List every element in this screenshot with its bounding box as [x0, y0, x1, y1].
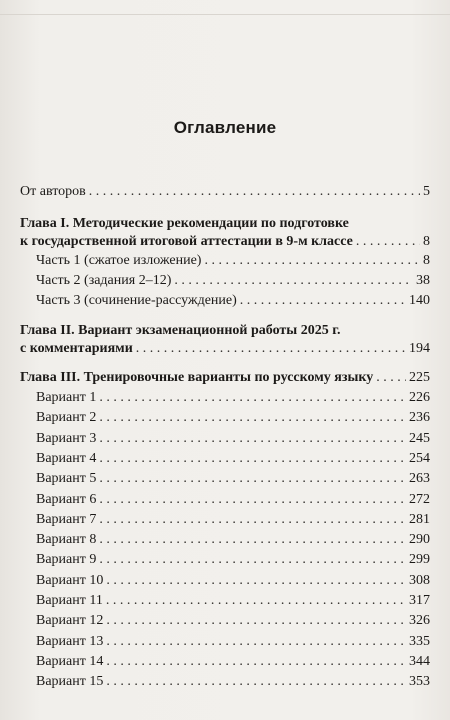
toc-entry-from-authors[interactable] — [20, 183, 430, 201]
toc-entry-label: Часть 1 (сжатое изложение) — [36, 253, 202, 268]
toc-entry-variant[interactable] — [36, 409, 430, 427]
toc-entry-variant[interactable] — [36, 592, 430, 610]
toc-entry-variant[interactable] — [36, 491, 430, 509]
toc-entry-chapter2[interactable] — [20, 340, 430, 358]
leader-dots — [106, 653, 406, 671]
toc-entry-page: 317 — [409, 593, 430, 608]
toc-entry-variant[interactable] — [36, 612, 430, 630]
toc-entry-part1[interactable] — [36, 252, 430, 270]
toc-chapter2-title-line1[interactable]: Глава II. Вариант экзаменационной работы 2025 г. — [20, 323, 341, 338]
toc-entry-page: 236 — [409, 410, 430, 426]
toc-entry-page: 290 — [409, 532, 430, 548]
toc-entry-page: 263 — [409, 471, 430, 487]
toc-entry-chapter1[interactable] — [20, 233, 430, 251]
toc-entry-label: Вариант 4 — [36, 450, 97, 466]
leader-dots — [99, 389, 406, 407]
toc-entry-label: Вариант 11 — [36, 593, 103, 608]
toc-chapter3-title: Глава III. Тренировочные варианты по русскому языку — [20, 370, 374, 385]
toc-entry-variant[interactable] — [36, 572, 430, 590]
toc-entry-page: 281 — [409, 511, 430, 527]
toc-entry-label: Вариант 3 — [36, 430, 97, 446]
page-top-shadow — [0, 14, 450, 15]
toc-entry-page: 254 — [409, 450, 430, 466]
toc-entry-variant[interactable] — [36, 551, 430, 569]
toc-entry-label: Вариант 15 — [36, 674, 104, 690]
toc-entry-page: 38 — [416, 273, 430, 288]
toc-entry-page: 194 — [409, 341, 430, 356]
toc-entry-page: 245 — [409, 430, 430, 446]
toc-entry-variant[interactable] — [36, 531, 430, 549]
toc-chapter1-title-line1[interactable]: Глава I. Методические рекомендации по подготовке — [20, 216, 349, 231]
toc-entry-chapter3[interactable] — [20, 369, 430, 387]
toc-entry-page: 226 — [409, 390, 430, 405]
toc-entry-page: 299 — [409, 552, 430, 568]
leader-dots — [136, 340, 406, 358]
toc-entry-label: Вариант 10 — [36, 572, 104, 588]
leader-dots — [106, 592, 406, 610]
toc-entry-page: 344 — [409, 653, 430, 669]
toc-entry-page: 335 — [409, 633, 430, 649]
toc-entry-label: Вариант 7 — [36, 511, 97, 527]
toc-chapter1-title-line2: к государственной итоговой аттестации в 9-м классе — [20, 234, 353, 249]
toc-entry-label: Вариант 9 — [36, 552, 97, 568]
leader-dots — [99, 430, 406, 448]
leader-dots — [99, 450, 406, 468]
toc-entry-label: Вариант 14 — [36, 653, 104, 669]
leader-dots — [106, 673, 406, 691]
toc-entry-label: Вариант 1 — [36, 390, 97, 405]
leader-dots — [99, 470, 406, 488]
toc-entry-label: Вариант 2 — [36, 410, 97, 426]
leader-dots — [99, 409, 406, 427]
toc-entry-page: 225 — [409, 370, 430, 385]
leader-dots — [204, 252, 420, 270]
toc-entry-variant[interactable] — [36, 633, 430, 651]
toc-entry-variant[interactable] — [36, 511, 430, 529]
toc-entry-page: 8 — [423, 234, 430, 249]
leader-dots — [106, 612, 406, 630]
toc-entry-page: 8 — [423, 253, 430, 268]
toc-chapter2-title-line2: с комментариями — [20, 341, 133, 356]
toc-entry-variant[interactable] — [36, 673, 430, 691]
toc-entry-page: 272 — [409, 491, 430, 507]
toc-entry-label: Часть 2 (задания 2–12) — [36, 273, 172, 288]
toc-heading: Оглавление — [173, 118, 277, 137]
leader-dots — [99, 511, 406, 529]
leader-dots — [99, 491, 406, 509]
leader-dots — [99, 531, 406, 549]
toc-entry-variant[interactable] — [36, 470, 430, 488]
leader-dots — [240, 292, 406, 310]
toc-entry-label: От авторов — [20, 184, 86, 199]
leader-dots — [356, 233, 420, 251]
toc-entry-label: Вариант 8 — [36, 532, 97, 548]
toc-entry-part2[interactable] — [36, 272, 430, 290]
toc-entry-page: 5 — [423, 184, 430, 199]
leader-dots — [106, 633, 406, 651]
leader-dots — [106, 572, 406, 590]
toc-entry-label: Часть 3 (сочинение-рассуждение) — [36, 293, 237, 308]
toc-entry-label: Вариант 6 — [36, 491, 97, 507]
toc-entry-label: Вариант 12 — [36, 613, 104, 629]
leader-dots — [376, 369, 406, 387]
toc-entry-page: 353 — [409, 674, 430, 690]
toc-entry-page: 326 — [409, 613, 430, 629]
leader-dots — [174, 272, 413, 290]
toc-entry-label: Вариант 5 — [36, 471, 97, 487]
toc-entry-page: 140 — [409, 293, 430, 308]
leader-dots — [89, 183, 420, 201]
toc-entry-variant[interactable] — [36, 389, 430, 407]
toc-entry-variant[interactable] — [36, 450, 430, 468]
toc-entry-page: 308 — [409, 572, 430, 588]
toc-entry-label: Вариант 13 — [36, 633, 104, 649]
toc-entry-variant[interactable] — [36, 430, 430, 448]
toc-entry-variant[interactable] — [36, 653, 430, 671]
leader-dots — [99, 551, 406, 569]
toc-entry-part3[interactable] — [36, 292, 430, 310]
